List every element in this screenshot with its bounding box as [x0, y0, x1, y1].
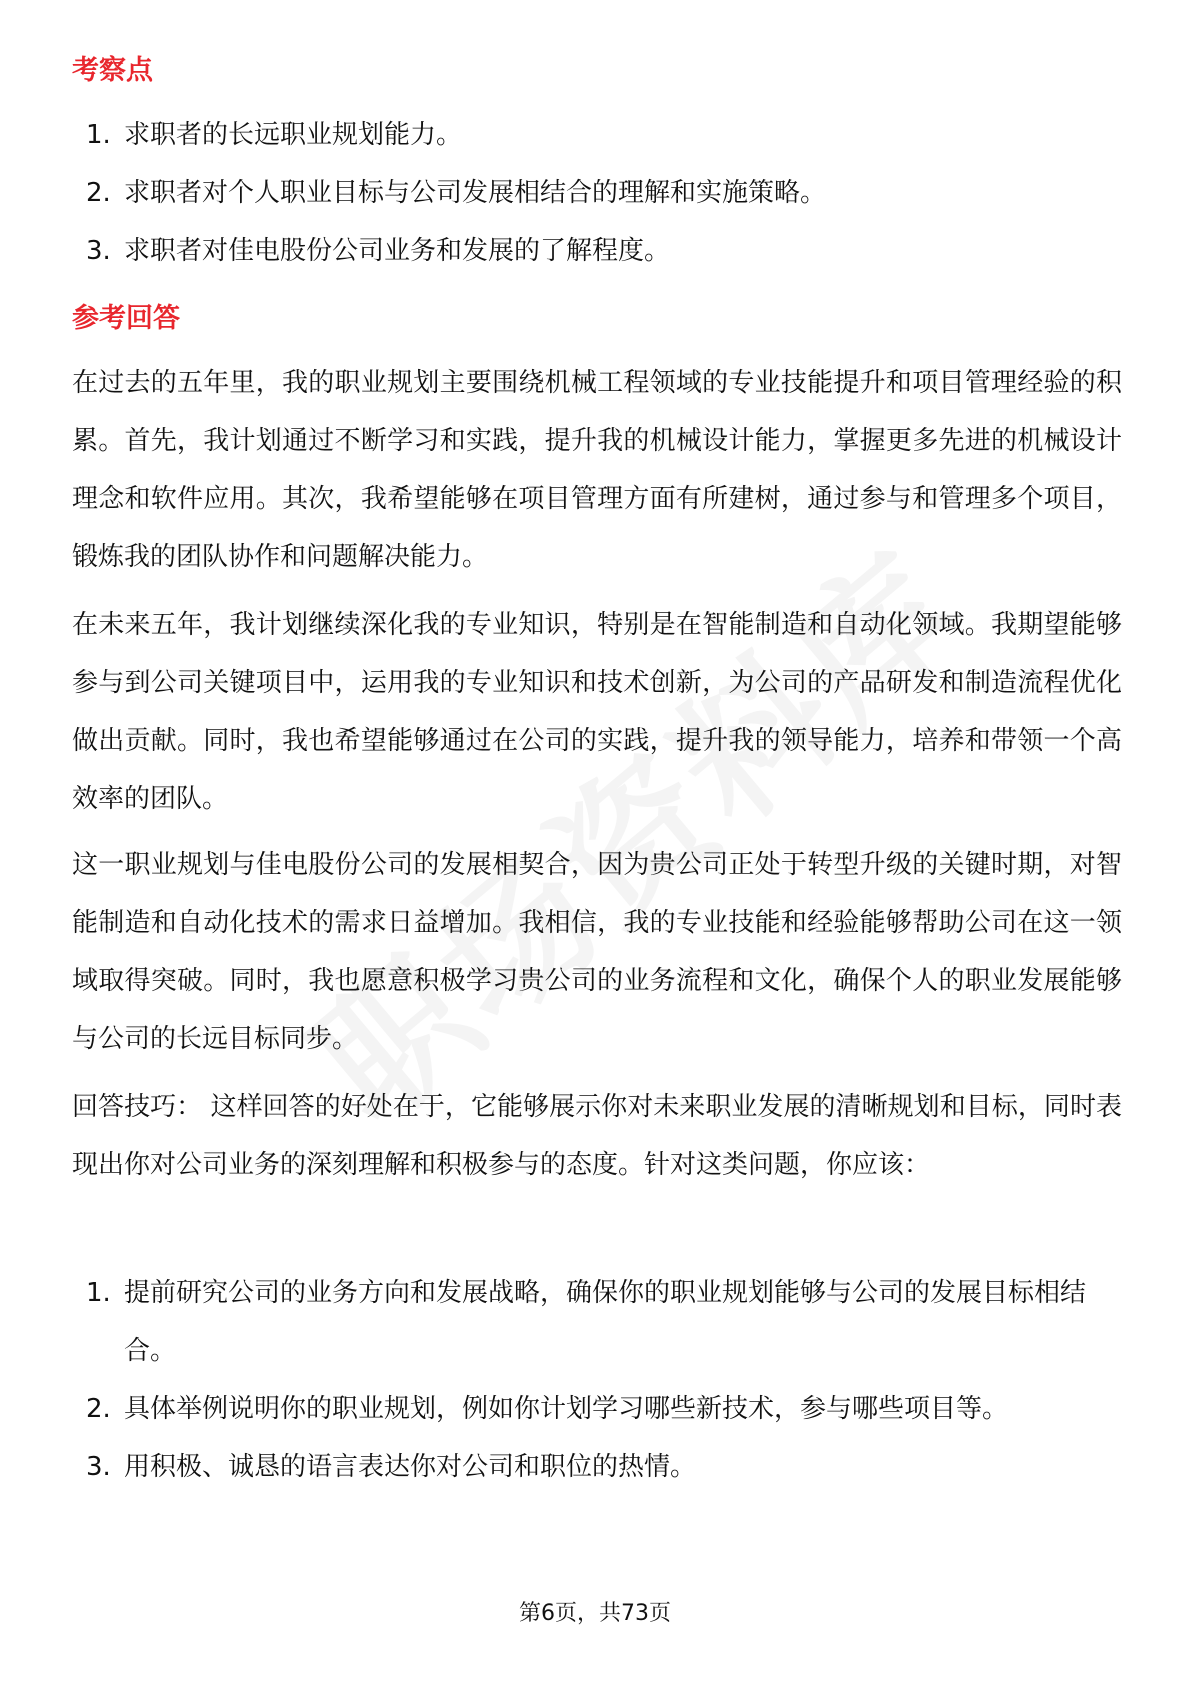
list-item — [72, 222, 1122, 280]
list-item — [72, 1380, 1122, 1438]
answer-paragraph: 在未来五年，我计划继续深化我的专业知识，特别是在智能制造和自动化领域。我期望能够参与到公司关键项目中，运用我的专业知识和技术创新，为公司的产品研发和制造流程优化做出贡献。同时，我也希望能够通过在公司的实践，提升我的领导能力，培养和带领一个高效率的团队。 — [72, 610, 1122, 814]
list-item — [72, 106, 1122, 164]
list-item-number: 1. — [86, 1278, 111, 1308]
list-item-number: 2. — [86, 178, 111, 208]
list-item-number: 2. — [86, 1394, 111, 1424]
section-title-reference-answer: 参考回答 — [72, 303, 180, 334]
section-title-focus-points: 考察点 — [72, 55, 153, 86]
list-item-text: 具体举例说明你的职业规划，例如你计划学习哪些新技术，参与哪些项目等。 — [124, 1394, 1009, 1424]
list-item-number: 1. — [86, 120, 111, 150]
answer-paragraph: 这一职业规划与佳电股份公司的发展相契合，因为贵公司正处于转型升级的关键时期，对智能制造和自动化技术的需求日益增加。我相信，我的专业技能和经验能够帮助公司在这一领域取得突破。同时，我也愿意积极学习贵公司的业务流程和文化，确保个人的职业发展能够与公司的长远目标同步。 — [72, 850, 1122, 1054]
answer-paragraph: 在过去的五年里，我的职业规划主要围绕机械工程领域的专业技能提升和项目管理经验的积累。首先，我计划通过不断学习和实践，提升我的机械设计能力，掌握更多先进的机械设计理念和软件应用。其次，我希望能够在项目管理方面有所建树，通过参与和管理多个项目，锻炼我的团队协作和问题解决能力。 — [72, 368, 1122, 572]
list-item-text: 求职者的长远职业规划能力。 — [124, 120, 463, 150]
list-item — [72, 1264, 1122, 1380]
list-item-number: 3. — [86, 1452, 111, 1482]
answer-tips-paragraph: 回答技巧： 这样回答的好处在于，它能够展示你对未来职业发展的清晰规划和目标，同时表现出你对公司业务的深刻理解和积极参与的态度。针对这类问题，你应该： — [72, 1092, 1122, 1180]
list-item — [72, 1438, 1122, 1496]
list-item-text: 求职者对个人职业目标与公司发展相结合的理解和实施策略。 — [124, 178, 827, 208]
tips-list — [72, 1264, 1122, 1496]
page-number: 第6页，共73页 — [519, 1601, 671, 1626]
list-item-text: 提前研究公司的业务方向和发展战略，确保你的职业规划能够与公司的发展目标相结合。 — [124, 1278, 1087, 1366]
list-item-text: 用积极、诚恳的语言表达你对公司和职位的热情。 — [124, 1452, 697, 1482]
focus-points-list — [72, 106, 1122, 280]
list-item-number: 3. — [86, 236, 111, 266]
list-item-text: 求职者对佳电股份公司业务和发展的了解程度。 — [124, 236, 671, 266]
list-item — [72, 164, 1122, 222]
